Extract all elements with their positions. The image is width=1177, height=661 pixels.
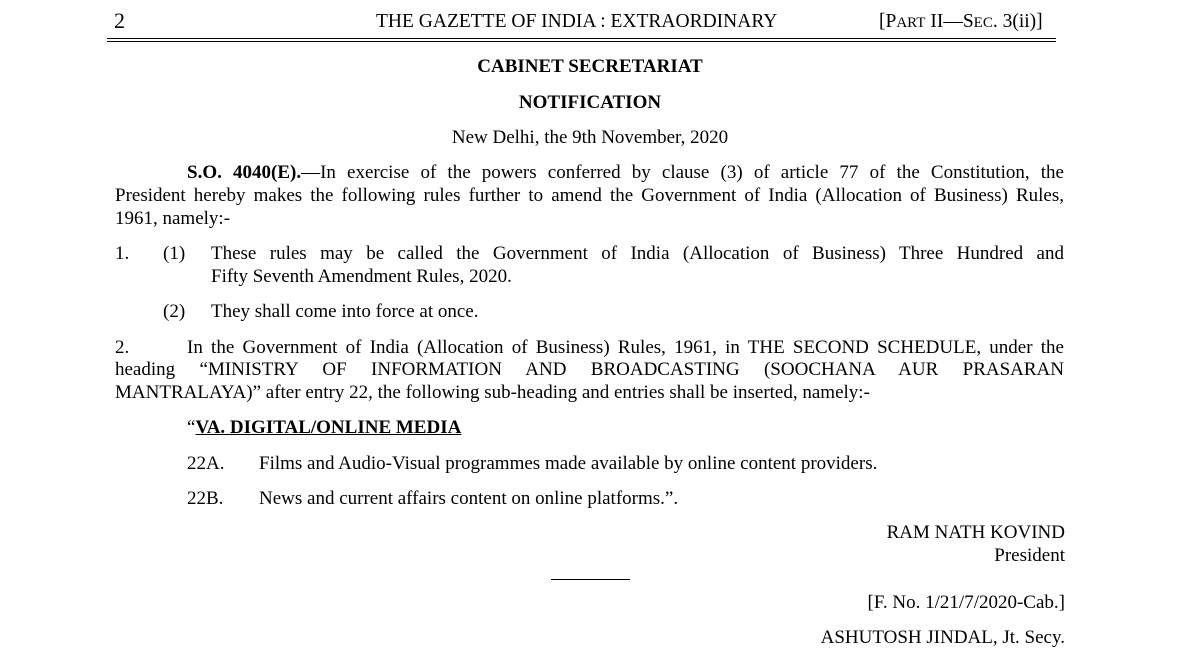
place-date: New Delhi, the 9th November, 2020 — [451, 127, 729, 148]
separator-rule — [551, 579, 630, 580]
entry-22a-text: Films and Audio-Visual programmes made available by online content providers. — [259, 453, 878, 474]
rule-2-line-1: In the Government of India (Allocation of Business) Rules, 1961, in THE SECOND SCHEDULE, under the — [187, 337, 1064, 358]
intro-line-3: 1961, namely:- — [115, 208, 231, 229]
rule-2-line-2: heading “MINISTRY OF INFORMATION AND BROADCASTING (SOOCHANA AUR PRASARAN — [115, 359, 1064, 380]
rule-1-sub-1-line-2: Fifty Seventh Amendment Rules, 2020. — [211, 266, 512, 287]
notification-heading: NOTIFICATION — [518, 92, 662, 113]
rule-1-sub-1-line-1: These rules may be called the Government of India (Allocation of Business) Three Hundred and — [211, 243, 1064, 264]
rule-1-sub-1-label: (1) — [163, 243, 186, 264]
signatory-name: RAM NATH KOVIND — [886, 522, 1065, 543]
part-section: [PART II—SEC. 3(ii)] — [879, 11, 1043, 32]
inserted-subheading: “VA. DIGITAL/ONLINE MEDIA — [187, 417, 462, 438]
rule-1-sub-2-label: (2) — [163, 301, 186, 322]
file-number: [F. No. 1/21/7/2020-Cab.] — [867, 592, 1065, 613]
entry-22b-text: News and current affairs content on online platforms.”. — [259, 488, 679, 509]
header-rule-bottom — [107, 41, 1056, 42]
signatory-title: President — [994, 545, 1065, 566]
ministry-heading: CABINET SECRETARIAT — [477, 56, 703, 77]
secretary-signature: ASHUTOSH JINDAL, Jt. Secy. — [820, 627, 1065, 648]
rule-1-number: 1. — [115, 243, 130, 264]
rule-1-sub-2-text: They shall come into force at once. — [211, 301, 479, 322]
page-number: 2 — [114, 8, 125, 33]
header-rule-top — [107, 38, 1056, 39]
entry-22a-number: 22A. — [187, 453, 225, 474]
gazette-title: THE GAZETTE OF INDIA : EXTRAORDINARY — [376, 11, 778, 32]
intro-line-1: S.O. 4040(E).—In exercise of the powers conferred by clause (3) of article 77 of the Constitution, the — [187, 162, 1064, 183]
entry-22b-number: 22B. — [187, 488, 224, 509]
intro-line-2: President hereby makes the following rules further to amend the Government of India (Allocation of Business) Rules, — [115, 185, 1064, 206]
rule-2-number: 2. — [115, 337, 130, 358]
rule-2-line-3: MANTRALAYA)” after entry 22, the following sub-heading and entries shall be inserted, namely:- — [115, 382, 870, 403]
